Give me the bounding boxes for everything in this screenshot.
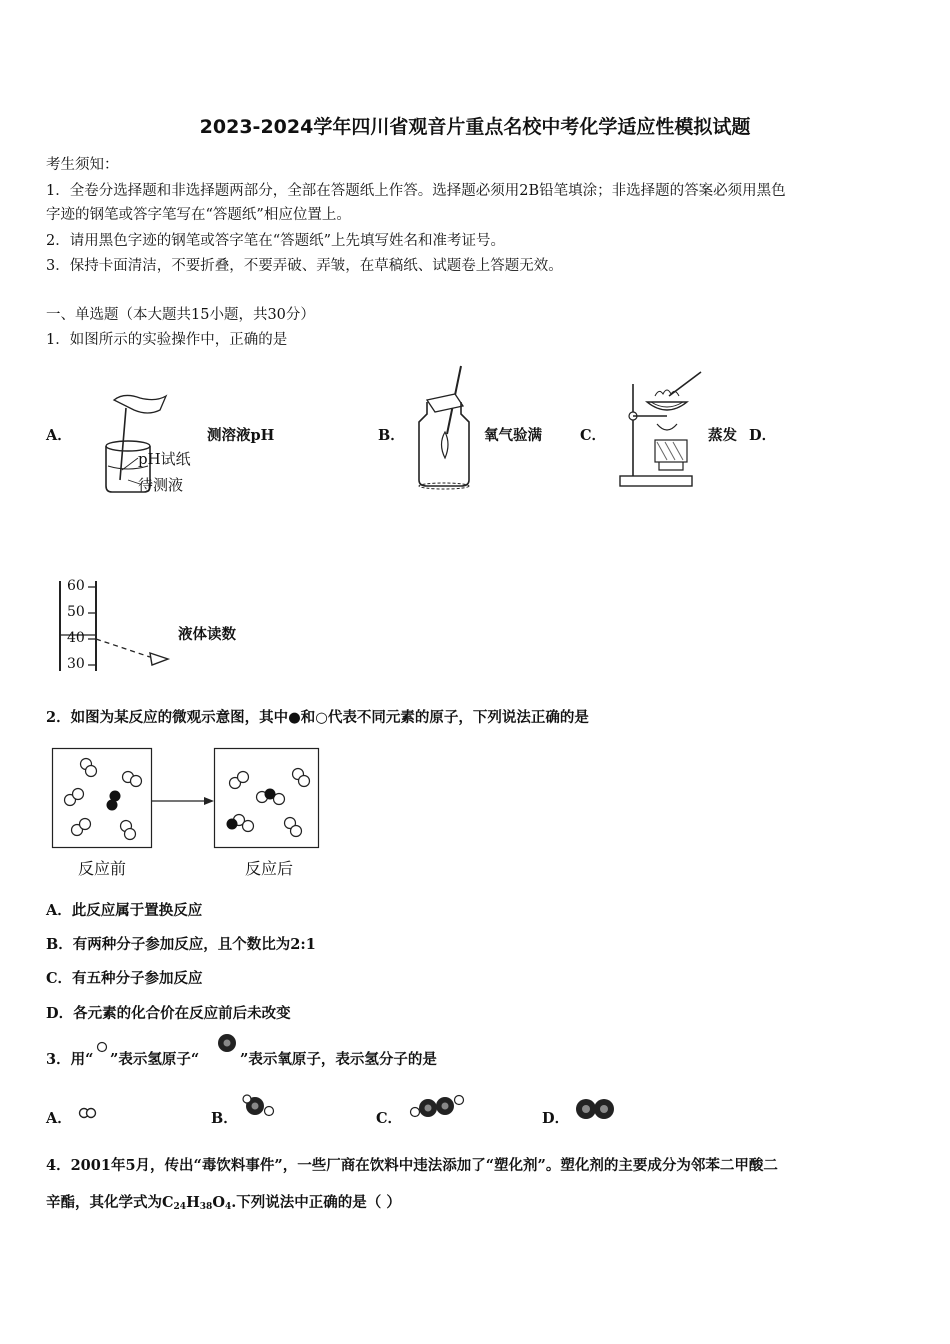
before-label: 反应前 [78,859,127,878]
q1-option-a-text: 测溶液pH [207,427,275,444]
after-label: 反应后 [245,859,294,878]
oxygen-atom-icon [216,1032,238,1054]
evaporation-illustration [615,366,705,494]
q3-stem-mid: ”表示氢原子“ [110,1051,200,1068]
q1-option-b-label: B． [378,427,405,444]
page-title: 2023-2024学年四川省观音片重点名校中考化学适应性模拟试题 [199,116,751,138]
q1-option-d-text: 液体读数 [178,626,236,643]
tick-30: 30 [67,656,85,672]
notice-line-1b: 字迹的钢笔或答字笔写在“答题纸”相应位置上。 [46,207,351,223]
ph-paper-label: pH试纸 [138,450,191,468]
q1-option-c-label: C． [580,427,607,444]
q1-option-d-label: D． [749,427,777,444]
molecule-a-icon [76,1104,102,1122]
tick-60: 60 [67,578,85,594]
q2-stem: 2．如图为某反应的微观示意图，其中●和○代表不同元素的原子，下列说法正确的是 [46,709,589,726]
molecule-d-icon [574,1096,618,1122]
notice-line-3: 3．保持卡面清洁，不要折叠，不要弄破、弄皱，在草稿纸、试题卷上答题无效。 [46,258,563,274]
test-liquid-label: 待测液 [138,476,184,494]
hydrogen-atom-icon [93,1040,111,1054]
q1-option-b-text: 氧气验满 [484,427,542,444]
oxygen-test-illustration [405,362,477,492]
notice-line-2: 2．请用黑色字迹的钢笔或答字笔在“答题纸”上先填写姓名和准考证号。 [46,233,506,249]
q1-option-c-text: 蒸发 [708,427,737,444]
tick-50: 50 [67,604,85,620]
reaction-diagram [52,748,322,850]
notice-heading: 考生须知： [46,157,119,173]
q2-option-b: B．有两种分子参加反应，且个数比为2:1 [46,936,316,953]
q3-option-b-label: B． [211,1110,238,1127]
section-heading: 一、单选题（本大题共15小题，共30分） [46,307,315,323]
q3-stem-suffix: ”表示氧原子，表示氢分子的是 [240,1051,437,1068]
q3-option-d-label: D． [542,1110,570,1127]
q1-option-a-label: A． [46,427,72,444]
molecule-c-icon [406,1093,468,1121]
q4-line-2: 辛酯，其化学式为$C_{24}H_{38}O_4$.下列说法中正确的是（ ） [46,1194,401,1212]
molecule-b-icon [241,1094,281,1120]
q3-stem-prefix: 3．用“ [46,1051,94,1068]
tick-40: 40 [67,630,85,646]
q2-option-d: D．各元素的化合价在反应前后未改变 [46,1005,291,1022]
q3-option-c-label: C． [376,1110,403,1127]
q2-option-a: A．此反应属于置换反应 [46,902,203,919]
q3-option-a-label: A． [46,1110,72,1127]
q1-stem: 1．如图所示的实验操作中，正确的是 [46,332,288,348]
notice-line-1: 1．全卷分选择题和非选择题两部分，全部在答题纸上作答。选择题必须用2B铅笔填涂；非选择题的答案必须用黑色 [46,183,786,199]
q4-line-1: 4．2001年5月，传出“毒饮料事件”，一些厂商在饮料中违法添加了“塑化剂”。塑化剂的主要成分为邻苯二甲酸二 [46,1157,778,1174]
q2-option-c: C．有五种分子参加反应 [46,970,203,987]
